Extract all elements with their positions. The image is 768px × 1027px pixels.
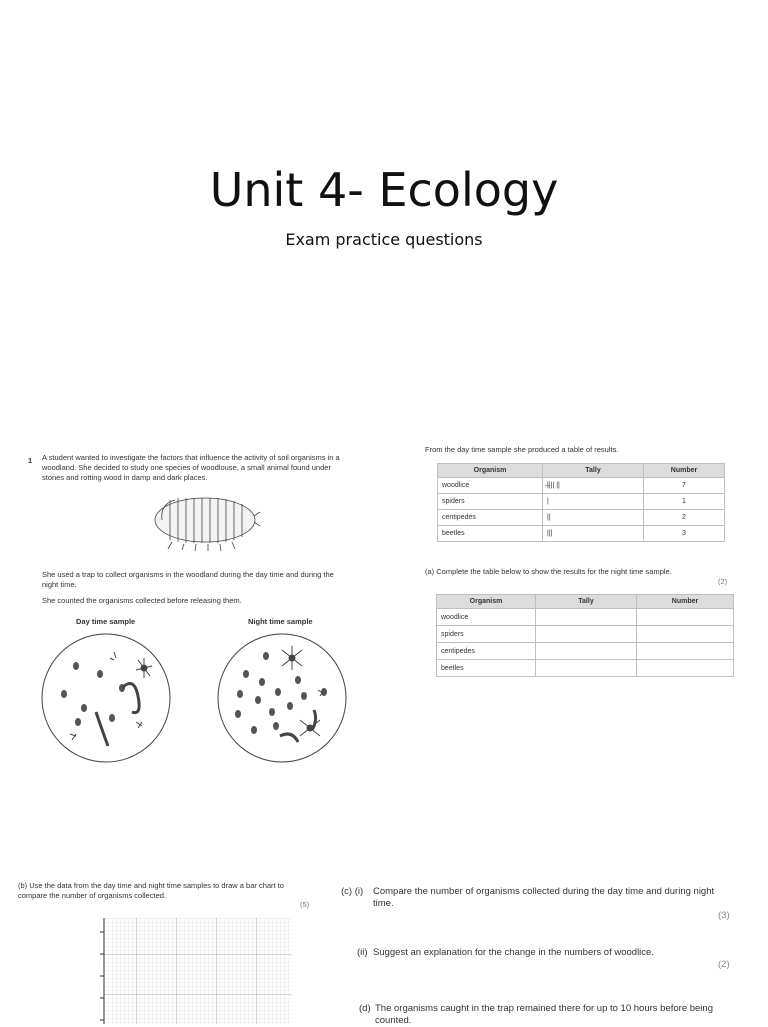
day-table-intro: From the day time sample she produced a table of results. xyxy=(425,445,619,454)
question-cii-text: Suggest an explanation for the change in the numbers of woodlice. xyxy=(373,947,654,958)
day-results-table xyxy=(437,463,725,542)
question-a-text: (a) Complete the table below to show the results for the night time sample. xyxy=(425,567,672,576)
tally-cell: | xyxy=(543,494,644,510)
question-b-marks: (5) xyxy=(300,900,310,909)
tally-input-cell[interactable] xyxy=(536,609,637,626)
organism-cell: centipedes xyxy=(437,643,536,660)
table-row xyxy=(437,626,734,643)
woodlouse-illustration xyxy=(150,492,262,552)
organism-cell: beetles xyxy=(438,526,543,542)
number-cell: 3 xyxy=(644,526,725,542)
table-row xyxy=(438,526,725,542)
organism-cell: centipedes xyxy=(438,510,543,526)
organism-cell: woodlice xyxy=(438,478,543,494)
question-d-label: (d) xyxy=(359,1003,371,1014)
number-input-cell[interactable] xyxy=(637,609,734,626)
column-header: Number xyxy=(644,464,725,478)
number-input-cell[interactable] xyxy=(637,660,734,677)
table-row xyxy=(437,660,734,677)
question-c-label: (c) (i) xyxy=(341,886,364,897)
organism-cell: woodlice xyxy=(437,609,536,626)
question-cii-marks: (2) xyxy=(718,959,730,970)
organism-cell: spiders xyxy=(437,626,536,643)
number-cell: 7 xyxy=(644,478,725,494)
question-cii-label: (ii) xyxy=(357,947,368,958)
question-number: 1 xyxy=(28,456,33,465)
page-subtitle: Exam practice questions xyxy=(285,230,483,249)
tally-input-cell[interactable] xyxy=(536,643,637,660)
tally-input-cell[interactable] xyxy=(536,626,637,643)
table-row xyxy=(437,643,734,660)
organism-cell: beetles xyxy=(437,660,536,677)
night-results-table xyxy=(436,594,734,677)
organism-cell: spiders xyxy=(438,494,543,510)
table-row xyxy=(437,609,734,626)
graph-paper[interactable] xyxy=(96,914,296,1024)
number-cell: 1 xyxy=(644,494,725,510)
question-intro: A student wanted to investigate the factors that influence the activity of soil organisms in a woodland. She decided to study one species of woodlouse, a small animal found under stones and rotting wood in damp and dark places. xyxy=(42,453,340,482)
tally-cell: || xyxy=(543,510,644,526)
number-input-cell[interactable] xyxy=(637,643,734,660)
trap-text: She used a trap to collect organisms in the woodland during the day time and during the night time. xyxy=(42,570,334,589)
column-header: Tally xyxy=(543,464,644,478)
question-c-text: Compare the number of organisms collected during the day time and during night time. xyxy=(373,886,715,909)
column-header: Tally xyxy=(536,595,637,609)
counted-text: She counted the organisms collected before releasing them. xyxy=(42,596,242,605)
table-row xyxy=(438,510,725,526)
tally-input-cell[interactable] xyxy=(536,660,637,677)
question-a-marks: (2) xyxy=(718,577,728,586)
tally-cell: ||| xyxy=(543,526,644,542)
table-row xyxy=(438,478,725,494)
question-d-text: The organisms caught in the trap remained there for up to 10 hours before being counted. xyxy=(375,1003,713,1026)
night-sample-label: Night time sample xyxy=(248,617,313,626)
page-title: Unit 4- Ecology xyxy=(209,163,559,217)
table-row xyxy=(438,494,725,510)
column-header: Number xyxy=(637,595,734,609)
tally-cell: ̶|||| || xyxy=(543,478,644,494)
day-sample-label: Day time sample xyxy=(76,617,136,626)
column-header: Organism xyxy=(438,464,543,478)
night-sample-dish xyxy=(214,630,350,766)
column-header: Organism xyxy=(437,595,536,609)
day-sample-dish xyxy=(38,630,174,766)
question-c-marks: (3) xyxy=(718,910,730,921)
number-input-cell[interactable] xyxy=(637,626,734,643)
number-cell: 2 xyxy=(644,510,725,526)
question-b-text: (b) Use the data from the day time and night time samples to draw a bar chart to compare the number of organisms collected. xyxy=(18,881,284,900)
